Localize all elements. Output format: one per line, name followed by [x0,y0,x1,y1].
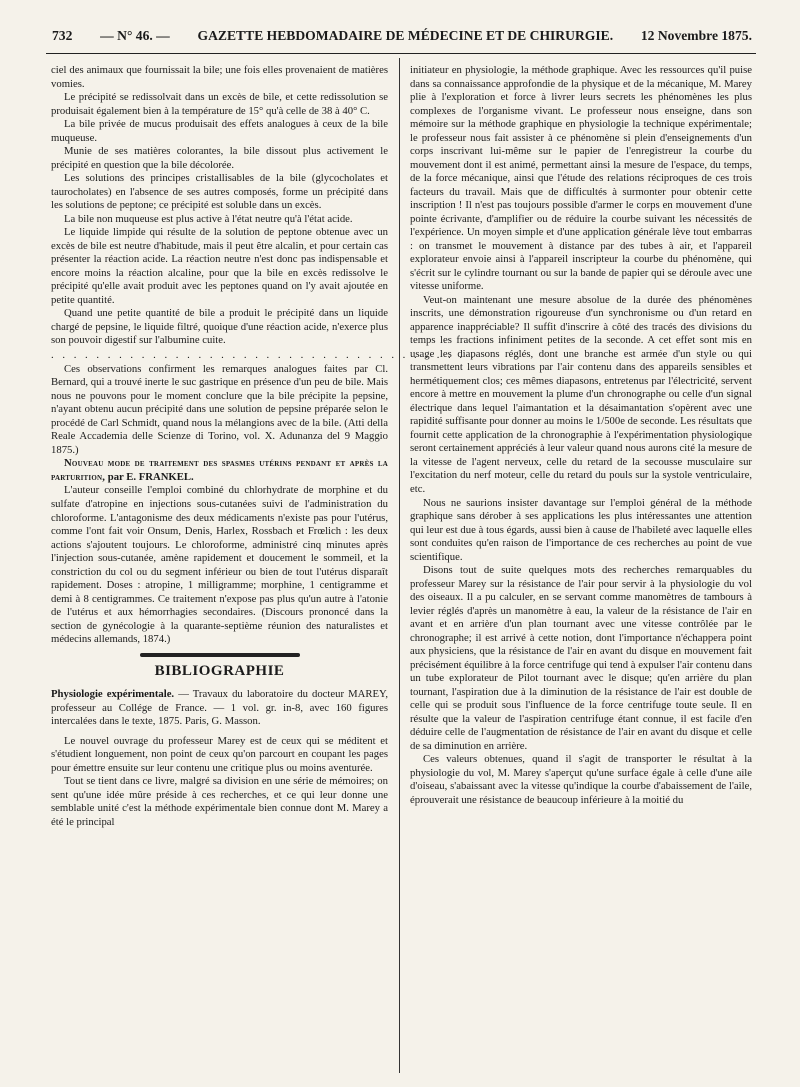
section-title-text: Nouveau mode de traitement des spasmes utérins pendant et après la parturition, [51,457,388,483]
bibliography-reference: — Travaux du laboratoire du docteur MAREY, professeur au Collége de France. — 1 vol. gr. in-8, avec 160 figures intercalées dans le texte, 1875. Paris, G. Masson. [51,688,389,728]
section-title [51,457,388,484]
right-column [410,64,752,1077]
paragraph: ciel des animaux que fournissait la bile; une fois elles provenaient de matières vomies. [51,64,388,90]
paragraph: Ces observations confirment les remarques analogues faites par Cl. Bernard, qui a trouvé inerte le suc gastrique en présence d'un peu de bile. Mais nous ne pouvons pour le moment conclure que la bile précipite la pepsine, n'ayant obtenu aucun précipité dans une solution de pepsine préparée selon le procédé de Carl Schmidt, quand nous la mélangions avec de la bile. (Atti della Reale Accademia delle Scienze di Torino, vol. X. Adunanza del 9 Maggio 1875.) [51,362,388,456]
bibliography-entry [51,688,388,729]
paragraph: Munie de ses matières colorantes, la bile dissout plus activement le précipité en question que la bile décolorée. [51,145,388,171]
issue-number: — N° 46. — [100,28,170,43]
paragraph: Nous ne saurions insister davantage sur l'emploi général de la méthode graphique sans dérober à ses applications les plus intéressantes une attention qui leur est due à tous égards, aussi bien à cause de l'habileté avec laquelle elles sont conduites qu'en raison de l'importance de ces recherches au point de vue scientifique. [410,496,752,563]
paragraph: Les solutions des principes cristallisables de la bile (glycocholates et taurocholates) en l'absence de ses autres composés, forme un précipité dans les solutions de peptone; ce précipité est soluble dans un excès. [51,172,388,212]
section-author: par E. FRANKEL. [107,470,194,483]
journal-title: GAZETTE HEBDOMADAIRE DE MÉDECINE ET DE CHIRURGIE. [197,28,614,43]
paragraph: Ces valeurs obtenues, quand il s'agit de transporter le résultat à la physiologie du vol, M. Marey s'aperçut qu'une surface égale à celle d'une aile d'oiseau, s'abaissant avec la vitesse qu'indique la courbe d'abaissement de l'aile, éprouverait une résistance de beaucoup inférieure à la moitié du [410,753,752,806]
paragraph: L'auteur conseille l'emploi combiné du chlorhydrate de morphine et du sulfate d'atropine en injections sous-cutanées suivi de l'administration du chloroforme. L'antagonisme des deux médicaments n'existe pas pour l'utérus, comme l'ont fait voir Onsum, Denis, Harlex, Rossbach et Frœlich : les deux actions s'ajoutent toujours. Le chloroforme, administré cinq minutes après l'injection sous-cutanée, amène rapidement et doucement le sommeil, et la constriction du col ou du segment inférieur ou bien de tout l'utérus disparaît rapidement. Doses : atropine, 1 milligramme; morphine, 1 centigramme et demi à 8 centigrammes. Ce traitement n'expose pas plus qu'un autre à l'atonie de l'utérus et aux hémorrhagies secondaires. (Discours prononcé dans la section de gynécologie à la quarante-septième réunion des naturalistes et médecins allemands, 1874.) [51,484,388,646]
paragraph: Veut-on maintenant une mesure absolue de la durée des phénomènes inscrits, une démonstration rigoureuse d'un synchronisme ou d'un retard en apparence inappréciable? Il suffit d'inscrire à côté des tracés des divisions du temps les fractions infiniment petites de la seconde. A cet effet sont mis en usage les diapasons réglés, dont une branche est armée d'un style ou qui transmettent leurs vibrations par l'air contenu dans des appareils sensibles et hermétiquement clos; ces mêmes diapasons, entretenus par l'électricité, servent encore à mettre en mouvement la plume d'un chronographe ou celle d'un signal électrique dans lequel l'aimantation et la désaimantation s'opèrent avec une rapidité suffisante pour donner au moins le 1/500e de seconde. Les résultats que fournit cette application de la chronographie à l'expérimentation physiologique seront certainement appréciés à leur valeur quand nous aurons cité la mesure de la vitesse de l'agent nerveux, celle du retard de la secousse musculaire sur l'excitation du nerf moteur, celle du retard du pouls sur la systole ventriculaire, etc. [410,293,753,495]
paragraph: Tout se tient dans ce livre, malgré sa division en une série de mémoires; on sent qu'une idée mûre préside à ces recherches, et ce qui leur donne une semblable unité c'est la méthode expérimentale bien connue dont M. Marey a été le principal [51,775,388,828]
column-divider [399,58,400,1073]
bibliography-title: Physiologie expérimentale. [51,688,175,701]
paragraph: Le précipité se redissolvait dans un excès de bile, et cette redissolution se produisait également bien à la température de 15° qu'à celle de 38 à 40° C. [51,91,388,117]
page-number: 732 [52,28,73,43]
paragraph: initiateur en physiologie, la méthode graphique. Avec les ressources qu'il puise dans sa connaissance approfondie de la physique et de la mécanique, M. Marey plie à l'exploration et force à livrer leurs secrets les phénomènes les plus complexes de l'organisme vivant. Le professeur nous enseigne, dans son mémoire sur la méthode graphique en physiologie la technique expérimentale; le professeur nous fait assister à ce phénomène si plein d'enseignements d'un corps inscrivant lui-même sur le papier de l'enregistreur la courbe du mouvement dont il est animé, permettant ainsi la mesure de l'espace, du temps, de la force mécanique, ainsi que l'étude des relations réciproques de ces trois facteurs du travail. Mais que de difficultés à surmonter pour obtenir cette inscription ! Il n'est pas toujours possible d'armer le corps en mouvement d'une pointe écrivante, d'amplifier ou de réduire la courbe suivant les nécessités de l'expérience. Un moyen simple et d'une application générale lève tout embarras : on transmet le mouvement à distance par des tubes à air, et l'appareil explorateur envoie ainsi à l'appareil inscripteur la courbe du phénomène, qui s'écrit sur le cylindre tournant ou sur la bande de papier qui se déroule avec une vitesse uniforme. [410,64,752,293]
running-header [52,28,752,50]
header-rule [46,53,756,54]
bibliography-heading: BIBLIOGRAPHIE [154,662,285,679]
paragraph: Quand une petite quantité de bile a produit le précipité dans un liquide chargé de pepsine, le liquide filtré, quoique d'une réaction acide, n'exerce plus son pouvoir digestif sur l'albumine cuite. [51,307,388,347]
ornament-rule [140,653,300,657]
ellipsis-dots: . . . . . . . . . . . . . . . . . . . . . . . . . . . . . . . . . . . . . . [51,348,477,361]
paragraph: La bile non muqueuse est plus active à l'état neutre qu'à l'état acide. [64,212,353,225]
paragraph: Le nouvel ouvrage du professeur Marey est de ceux qui se méditent et s'étudient longuement, non point de ceux qu'on parcourt en coupant les pages pour émettre ensuite sur leur contenu une critique plus ou moins aventurée. [51,734,388,774]
paragraph: La bile privée de mucus produisait des effets analogues à ceux de la bile muqueuse. [51,118,388,144]
issue-date: 12 Novembre 1875. [640,28,752,43]
paragraph: Le liquide limpide qui résulte de la solution de peptone obtenue avec un excès de bile est neutre d'habitude, mais il peut être alcalin, et pour certain cas présenter la réaction acide. La réaction neutre n'est donc pas indispensable et encore moins la réaction alcaline, pour que la bile en excès redissolve le précipité qu'elle avait produit avec les peptones quand on l'y avait ajoutée en petite quantité. [51,226,388,306]
paragraph: Disons tout de suite quelques mots des recherches remarquables du professeur Marey sur la résistance de l'air pour servir à la physiologie du vol des oiseaux. Il a pu calculer, en se servant comme manomètres de tambours à levier réglés d'après un manomètre à eau, la valeur de la résistance de l'air en avant et en arrière d'un plan tournant avec une vitesse contrôlée par le chronographe; il est arrivé à cette notion, dont l'importance n'échappera point aux physiciens, que la résistance de l'air en avant du disque en mouvement fait précisément équilibre à la force centrifuge qui tend à expulser l'air contenu dans un tube explorateur de Pilot tournant avec le disque; qu'en arrière du plan tournant, l'aspiration due à la diminution de la résistance de l'air est double de celle qui se produit sous l'influence de la force centrifuge toute seule. Il en résulte que la valeur de l'aspiration centrifuge étant connue, il est facile d'en déduire celle de l'augmentation de résistance de l'air en avant du disque et celle de sa diminution en arrière. [410,564,752,752]
left-column [51,64,477,1077]
